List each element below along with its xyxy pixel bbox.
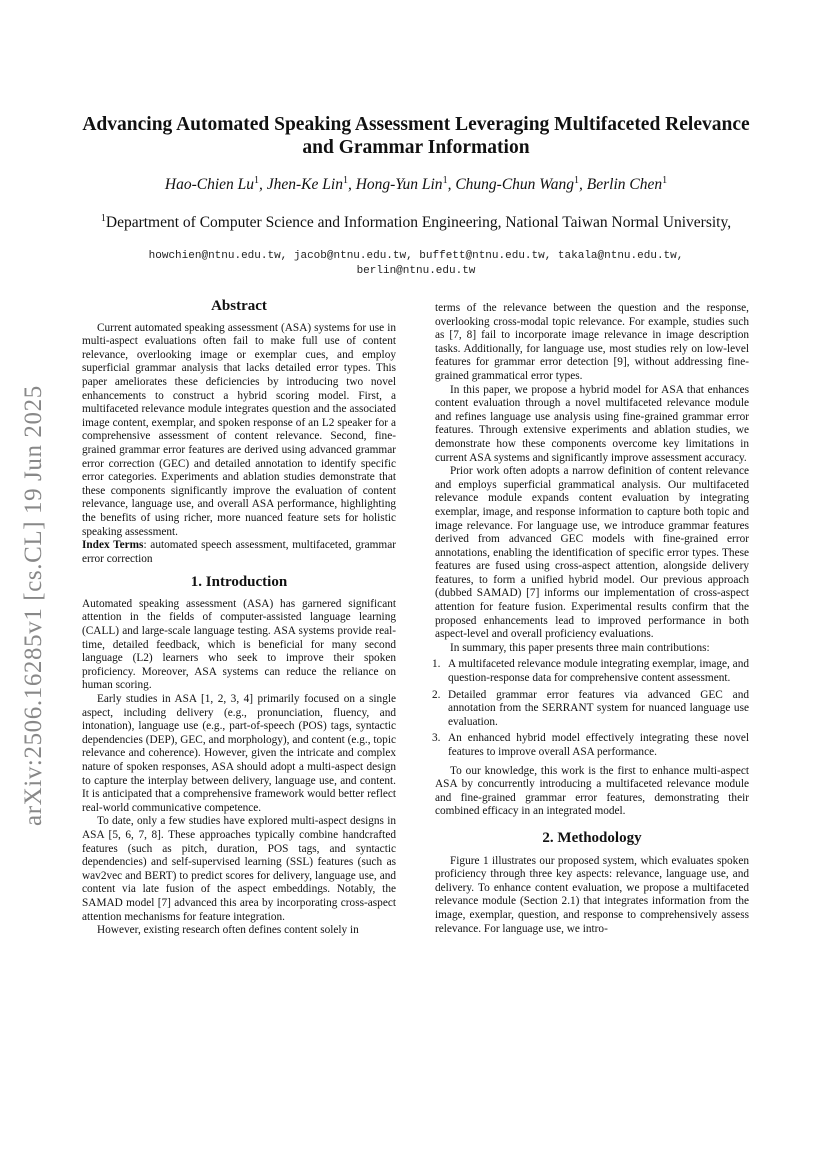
affiliation: [100, 210, 732, 232]
paragraph: In summary, this paper presents three main contributions:: [450, 641, 710, 654]
section-heading-introduction: 1. Introduction: [190, 574, 288, 591]
author-emails[interactable]: howchien@ntnu.edu.tw, jacob@ntnu.edu.tw, buffett@ntnu.edu.tw, takala@ntnu.edu.tw, berlin@ntnu.edu.tw: [148, 250, 684, 277]
paper-title: Advancing Automated Speaking Assessment Leveraging Multifaceted Relevance and Grammar Information: [82, 114, 750, 158]
paragraph: Prior work often adopts a narrow definition of content relevance and employs superficial grammatical analysis. Our multifaceted relevance module expands content evaluation by integrating exemplar, image, and response information to capture both topic and image relevance. For language use, we introduce grammar features derived from advanced GEC models with fine-grained error annotations, enabling the identification of specific error types. These features are fused using cross-aspect attention, alongside delivery features, to form a unified hybrid model. Our previous approach (dubbed SAMAD) [7] informs our implementation of cross-aspect attention for feature fusion. Experimental results confirm that the proposed enhancements lead to improved performance in both aspect-level and overall proficiency evaluations.: [435, 465, 749, 641]
author-affil-mark: 1: [574, 175, 580, 186]
list-item: [432, 658, 749, 685]
contributions-list: [432, 658, 749, 759]
author: Jhen-Ke Lin: [266, 176, 343, 194]
paragraph: In this paper, we propose a hybrid model for ASA that enhances content evaluation through a novel multifaceted relevance module and refines language use analysis using fine-grained grammar error features. Through extensive experiments and ablation studies, we demonstrate how these components overcome key limitations in current ASA systems and significantly improve assessment accuracy.: [435, 383, 749, 464]
affiliation-text: Department of Computer Science and Information Engineering, National Taiwan Normal University,: [105, 214, 732, 232]
paragraph: Early studies in ASA [1, 2, 3, 4] primarily focused on a single aspect, including delivery (e.g., pronunciation, fluency, and intonation), language use (e.g., part-of-speech (POS) tags, syntactic dependencies (DEP), GEC, and morphology), and content (e.g., topic relevance and coherence). However, given the intricate and complex nature of spoken responses, ASA should adopt a multi-aspect design to capture the interplay between delivery, language use, and content. It is anticipated that a comprehensive framework would better reflect real-world communicative competence.: [82, 693, 396, 814]
list-item-text: A multifaceted relevance module integrating exemplar, image, and question-response data for comprehensive content assessment.: [448, 658, 749, 685]
paragraph: To date, only a few studies have explored multi-aspect designs in ASA [5, 6, 7, 8]. These approaches typically combine handcrafted features (such as pitch, duration, POS tags, and syntactic dependencies) and self-supervised learning (SSL) features (such as wav2vec and BERT) to predict scores for delivery, language use, and content via late fusion of the aspect embeddings. Notably, the SAMAD model [7] advanced this area by incorporating cross-aspect attention mechanisms for feature integration.: [82, 815, 396, 923]
left-column: [82, 300, 396, 938]
paragraph: terms of the relevance between the question and the response, overlooking cross-modal topic relevance. For example, studies such as [7, 8] fail to incorporate image relevance in image description tasks. Additionally, for language use, most studies rely on low-level features for grammar error detection [9], without addressing fine-grained grammatical error types.: [435, 302, 749, 382]
list-number: 1.: [432, 658, 441, 671]
paragraph: Automated speaking assessment (ASA) has garnered significant attention in the fields of computer-assisted language learning (CALL) and large-scale language testing. ASA systems provide real-time, detailed feedback, which is beneficial for many second language (L2) learners who seek to improve their spoken proficiency. Moreover, ASA systems can reduce the reliance on human scoring.: [82, 597, 396, 692]
abstract-heading: Abstract: [211, 298, 267, 314]
author: Hao-Chien Lu: [164, 176, 254, 194]
author-affil-mark: 1: [442, 175, 448, 186]
paragraph: To our knowledge, this work is the first to enhance multi-aspect ASA by concurrently introducing a multifaceted relevance module and fine-grained grammar error features, demonstrating their combined efficacy in an integrated model.: [435, 764, 749, 818]
author-affil-mark: 1: [254, 175, 259, 186]
author-affil-mark: 1: [662, 175, 668, 186]
list-item: [432, 732, 749, 759]
paragraph: However, existing research often defines content solely in: [97, 924, 359, 937]
list-number: 2.: [432, 688, 441, 701]
arxiv-identifier[interactable]: arXiv:2506.16285v1 [cs.CL] 19 Jun 2025: [20, 385, 47, 826]
author-list: Hao-Chien Lu$^1$, Jhen-Ke Lin$^1$, Hong-Yun Lin$^1$, Chung-Chun Wang$^1$, Berlin Chen$^1$: [164, 175, 668, 194]
author: Berlin Chen: [586, 176, 663, 194]
list-item-text: Detailed grammar error features via advanced GEC and annotation from the SERRANT system for nuanced language use evaluation.: [448, 688, 749, 728]
index-terms: [82, 539, 396, 566]
affiliation-mark: 1: [100, 213, 106, 224]
index-terms-label: Index Terms: [82, 539, 144, 552]
section-heading-methodology: 2. Methodology: [542, 829, 642, 846]
list-item: [432, 688, 749, 730]
right-column: [432, 302, 749, 936]
author: Hong-Yun Lin: [355, 176, 443, 194]
paragraph: Figure 1 illustrates our proposed system, which evaluates spoken proficiency through three key aspects: relevance, language use, and delivery. To enhance content evaluation, we propose a multifaceted relevance module (Section 2.1) that integrates information from the image, exemplar, question, and response to comprehensively assess relevance. For language use, we intro-: [435, 854, 749, 935]
index-terms-text: : automated speech assessment, multifaceted, grammar error correction: [82, 539, 396, 565]
author: Chung-Chun Wang: [455, 176, 575, 194]
list-item-text: An enhanced hybrid model effectively integrating these novel features to improve overall ASA performance.: [448, 732, 749, 758]
abstract-text: Current automated speaking assessment (ASA) systems for use in multi-aspect evaluations often fail to make full use of content relevance, overlooking image or exemplar cues, and employ superficial grammar analysis that lacks detailed error types. This paper ameliorates these deficiencies by introducing two novel enhancements to construct a hybrid scoring model. First, a multifaceted relevance module integrates question and the associated image content, exemplar, and spoken response of an L2 speaker for a comprehensive assessment of content relevance. Second, fine-grained grammar error features are derived using advanced grammar error correction (GEC) and detailed annotation to identify specific error categories. Experiments and ablation studies demonstrate that these components significantly improve the evaluation of content relevance, language use, and overall ASA performance, highlighting the benefits of using richer, more nuanced feature sets for holistic speaking assessment.: [82, 321, 396, 538]
list-number: 3.: [432, 732, 441, 745]
author-affil-mark: 1: [342, 175, 348, 186]
